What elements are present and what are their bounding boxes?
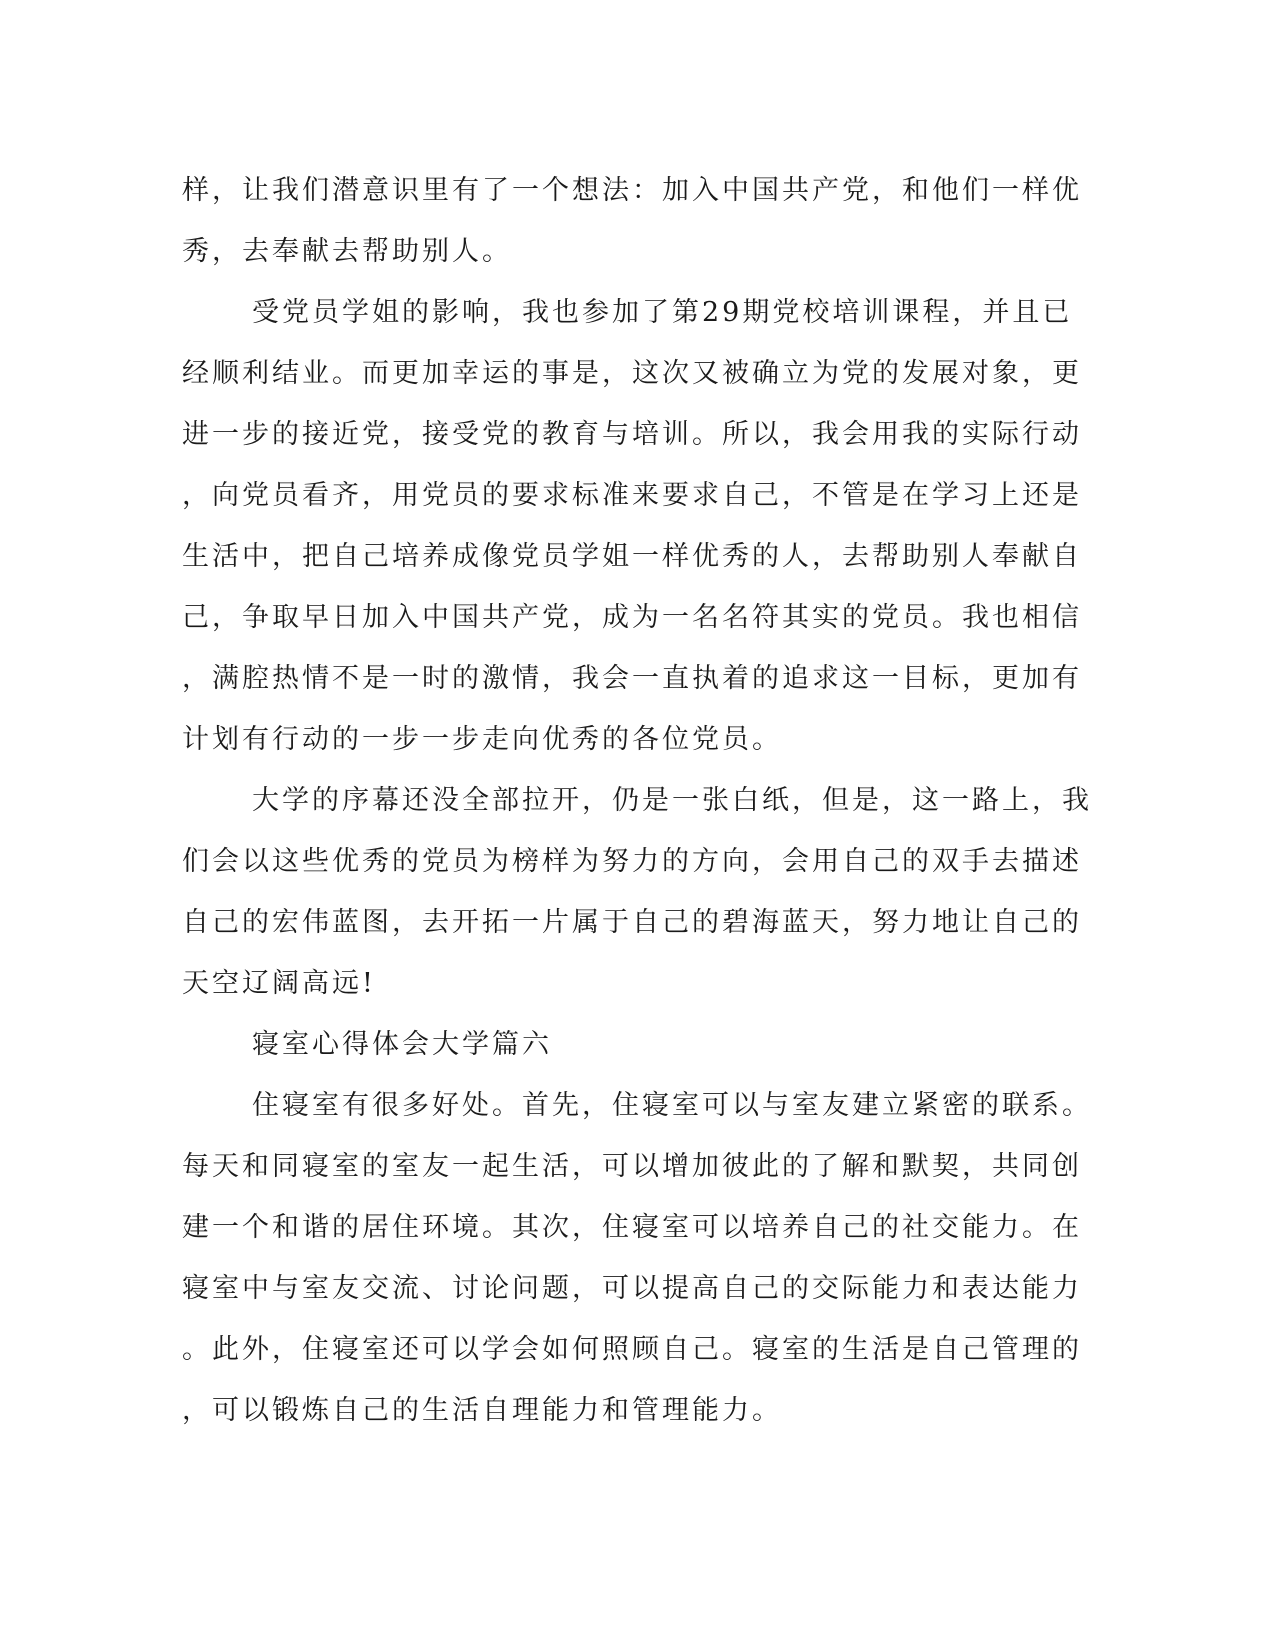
text-line: 计划有行动的一步一步走向优秀的各位党员。 [182, 724, 782, 755]
text-line: 。此外，住寝室还可以学会如何照顾自己。寝室的生活是自己管理的 [182, 1334, 1082, 1365]
text-line: ，满腔热情不是一时的激情，我会一直执着的追求这一目标，更加有 [182, 663, 1082, 694]
text-line: 生活中，把自己培养成像党员学姐一样优秀的人，去帮助别人奉献自 [182, 541, 1082, 572]
text-line: 寝室中与室友交流、讨论问题，可以提高自己的交际能力和表达能力 [182, 1273, 1082, 1304]
text-line: 自己的宏伟蓝图，去开拓一片属于自己的碧海蓝天，努力地让自己的 [182, 907, 1082, 938]
text-line: 经顺利结业。而更加幸运的事是，这次又被确立为党的发展对象，更 [182, 358, 1082, 389]
text-line: 大学的序幕还没全部拉开，仍是一张白纸，但是，这一路上，我 [252, 785, 1092, 816]
text-line: 天空辽阔高远! [182, 968, 376, 999]
text-line: 样，让我们潜意识里有了一个想法：加入中国共产党，和他们一样优 [182, 175, 1082, 206]
text-line: 秀，去奉献去帮助别人。 [182, 236, 512, 267]
text-line: 己，争取早日加入中国共产党，成为一名名符其实的党员。我也相信 [182, 602, 1082, 633]
text-line: ，可以锻炼自己的生活自理能力和管理能力。 [182, 1395, 782, 1426]
text-line: ，向党员看齐，用党员的要求标准来要求自己，不管是在学习上还是 [182, 480, 1082, 511]
text-line: 受党员学姐的影响，我也参加了第29期党校培训课程，并且已 [252, 297, 1073, 328]
text-line: 建一个和谐的居住环境。其次，住寝室可以培养自己的社交能力。在 [182, 1212, 1082, 1243]
document-body [182, 160, 1092, 1441]
text-line: 每天和同寝室的室友一起生活，可以增加彼此的了解和默契，共同创 [182, 1151, 1082, 1182]
text-line: 进一步的接近党，接受党的教育与培训。所以，我会用我的实际行动 [182, 419, 1082, 450]
text-line: 们会以这些优秀的党员为榜样为努力的方向，会用自己的双手去描述 [182, 846, 1082, 877]
section-heading: 寝室心得体会大学篇六 [252, 1029, 552, 1060]
text-line: 住寝室有很多好处。首先，住寝室可以与室友建立紧密的联系。 [252, 1090, 1092, 1121]
